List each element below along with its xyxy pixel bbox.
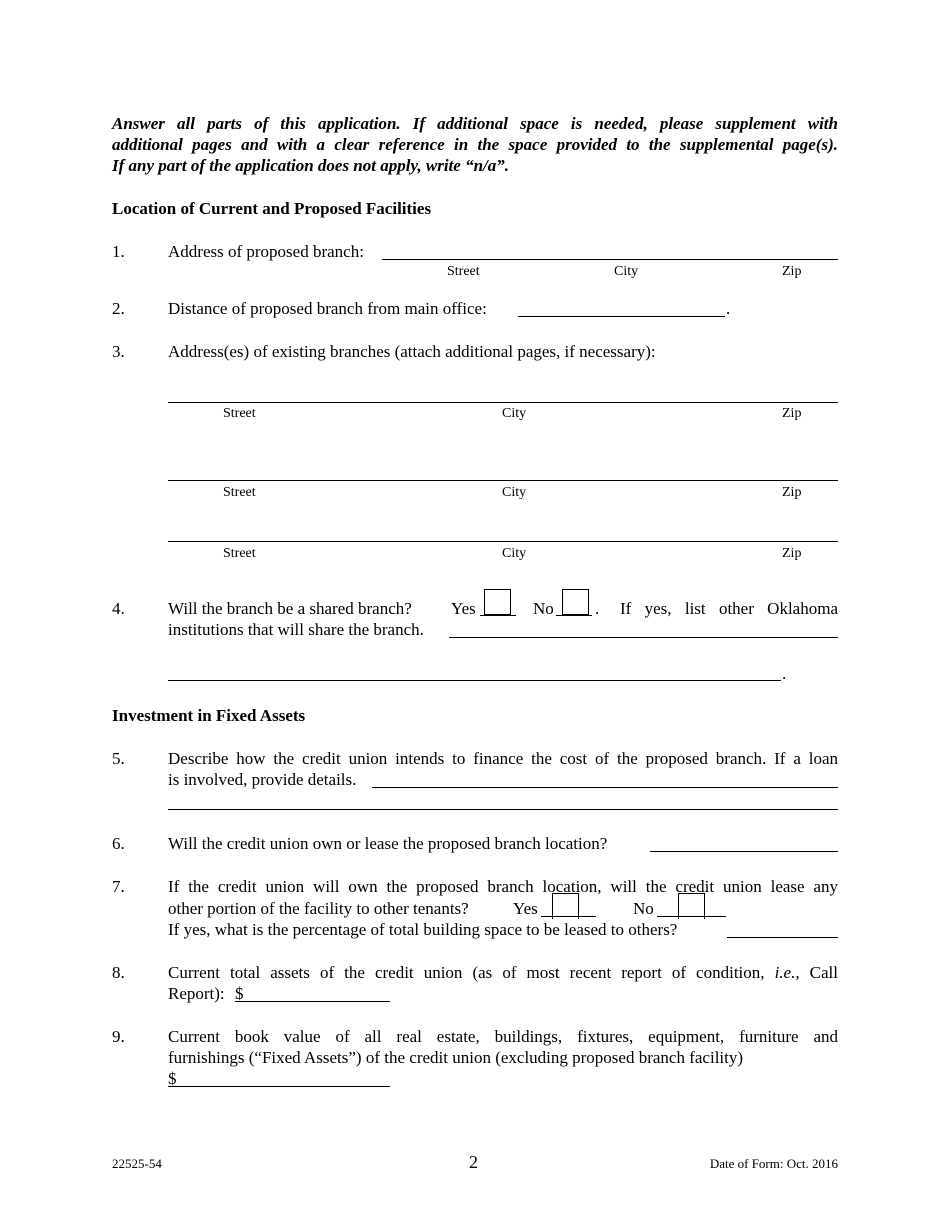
question-8-line-2: Report): (168, 984, 225, 1003)
question-number-4: 4. (112, 599, 125, 618)
q8-line1-italic: i.e. (774, 963, 796, 982)
question-7-line-1: If the credit union will own the proposed branch location, will the credit union lease any (168, 877, 838, 896)
q3-row2-city-label: City (502, 485, 527, 500)
q3-row3-city-label: City (502, 546, 527, 561)
instructions-line-3: If any part of the application does not apply, write “n/a”. (112, 156, 509, 175)
question-8-line-1 (168, 962, 838, 983)
distance-from-main-office-field[interactable] (518, 316, 725, 317)
question-number-2: 2. (112, 299, 125, 318)
q4-yes-checkbox[interactable] (484, 589, 511, 615)
question-5-line-2: is involved, provide details. (168, 770, 357, 789)
q4-period-2: . (782, 664, 787, 683)
shared-institutions-field-2[interactable] (168, 680, 781, 681)
q4-yes-underline (480, 615, 516, 616)
question-4-text-c: institutions that will share the branch. (168, 620, 424, 639)
question-number-7: 7. (112, 877, 125, 896)
q4-no-underline (556, 615, 592, 616)
q7-no-checkbox[interactable] (678, 893, 705, 919)
question-3-text: Address(es) of existing branches (attach additional pages, if necessary): (168, 342, 656, 361)
proposed-branch-address-field[interactable] (382, 259, 838, 260)
q3-row1-zip-label: Zip (782, 406, 802, 421)
instructions-line-1: Answer all parts of this application. If additional space is needed, please supplement with (112, 114, 838, 133)
q8-line1-part-b: , Call (795, 963, 838, 982)
q8-line1-part-a: Current total assets of the credit union (as of most recent report of condition, (168, 963, 775, 982)
leased-percentage-field[interactable] (727, 937, 838, 938)
question-number-3: 3. (112, 342, 125, 361)
footer-form-date: Date of Form: Oct. 2016 (709, 1156, 838, 1171)
question-number-9: 9. (112, 1027, 125, 1046)
q4-no-label: No (533, 599, 554, 618)
question-9-line-1: Current book value of all real estate, buildings, fixtures, equipment, furniture and (168, 1027, 838, 1046)
footer-page-number: 2 (469, 1152, 478, 1172)
question-4-text-b: If yes, list other Oklahoma (620, 599, 838, 618)
question-7-line-3: If yes, what is the percentage of total building space to be leased to others? (168, 920, 678, 939)
own-or-lease-field[interactable] (650, 851, 838, 852)
existing-branch-address-field-3[interactable] (168, 541, 838, 542)
q7-no-label: No (633, 899, 654, 918)
q3-row3-zip-label: Zip (782, 546, 802, 561)
footer-form-id: 22525-54 (112, 1156, 162, 1171)
q3-row2-zip-label: Zip (782, 485, 802, 500)
q3-row1-city-label: City (502, 406, 527, 421)
question-number-5: 5. (112, 749, 125, 768)
total-assets-field[interactable] (235, 1001, 390, 1002)
question-6-text: Will the credit union own or lease the proposed branch location? (168, 834, 608, 853)
shared-institutions-field-1[interactable] (449, 637, 838, 638)
q9-dollar-sign: $ (168, 1069, 177, 1088)
q2-period: . (726, 299, 731, 318)
fixed-assets-value-field[interactable] (168, 1086, 390, 1087)
instructions-line-2: additional pages and with a clear reference in the space provided to the supplemental page(s). (112, 135, 838, 154)
question-number-1: 1. (112, 242, 125, 261)
q4-no-checkbox[interactable] (562, 589, 589, 615)
q3-row2-street-label: Street (223, 485, 256, 500)
q4-yes-label: Yes (451, 599, 476, 618)
question-4-text-a: Will the branch be a shared branch? (168, 599, 412, 618)
question-1-text: Address of proposed branch: (168, 242, 364, 261)
q7-yes-checkbox[interactable] (552, 893, 579, 919)
q7-yes-label: Yes (513, 899, 538, 918)
q3-row1-street-label: Street (223, 406, 256, 421)
q8-dollar-sign: $ (235, 984, 244, 1003)
existing-branch-address-field-1[interactable] (168, 402, 838, 403)
section-heading-location: Location of Current and Proposed Facilities (112, 199, 432, 218)
q1-zip-label: Zip (782, 264, 802, 279)
question-number-6: 6. (112, 834, 125, 853)
question-number-8: 8. (112, 963, 125, 982)
financing-details-field-1[interactable] (372, 787, 838, 788)
q1-city-label: City (614, 264, 639, 279)
question-7-line-2: other portion of the facility to other tenants? (168, 899, 469, 918)
question-5-line-1: Describe how the credit union intends to finance the cost of the proposed branch. If a loan (168, 749, 838, 768)
financing-details-field-2[interactable] (168, 809, 838, 810)
question-9-line-2: furnishings (“Fixed Assets”) of the credit union (excluding proposed branch facility) (168, 1048, 744, 1067)
q4-period-1: . (595, 599, 600, 618)
q3-row3-street-label: Street (223, 546, 256, 561)
question-2-text: Distance of proposed branch from main office: (168, 299, 487, 318)
existing-branch-address-field-2[interactable] (168, 480, 838, 481)
q1-street-label: Street (447, 264, 480, 279)
section-heading-fixed-assets: Investment in Fixed Assets (112, 706, 306, 725)
